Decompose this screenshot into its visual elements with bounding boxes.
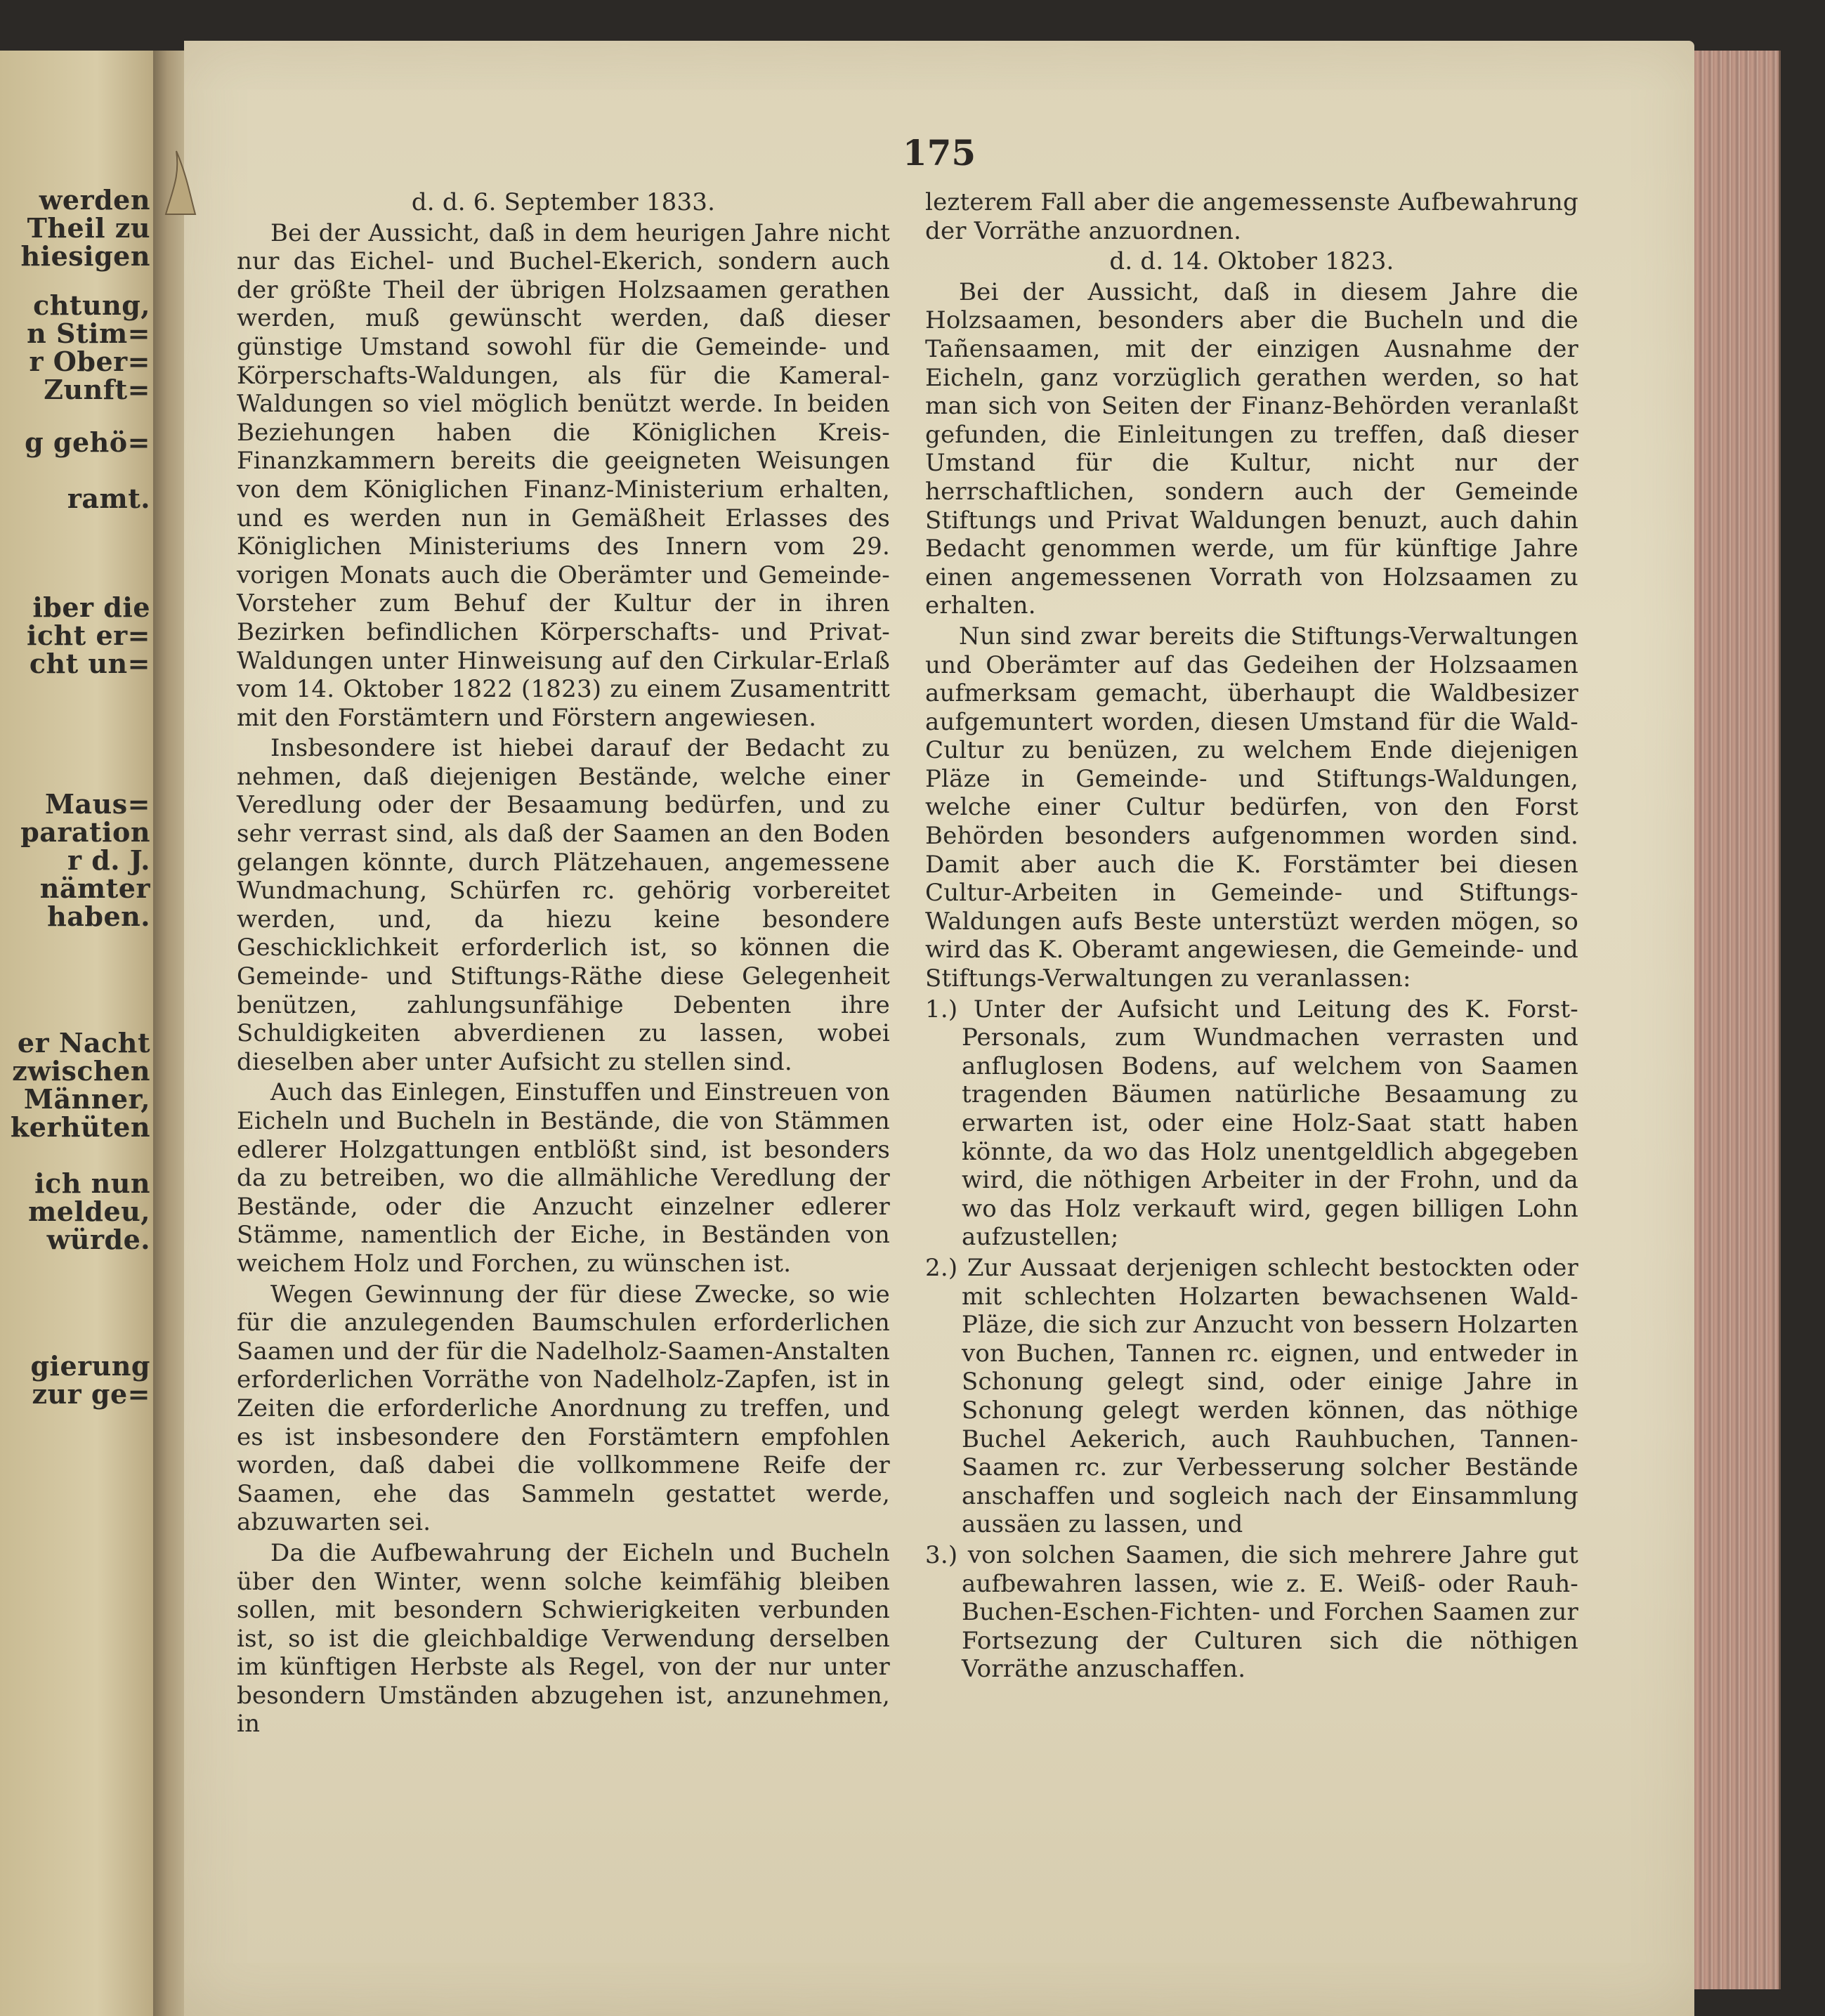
paragraph: Bei der Aussicht, daß in diesem Jahre die Holzsaamen, besonders aber die Bucheln und die Tañensaamen, mit der einzigen Ausnahme der Eicheln, ganz vorzüglich gerathen werden, so hat man sich von Seiten der Finanz-Behörden veranlaßt gefunden, die Einleitungen zu treffen, daß dieser Umstand für die Kultur, nicht nur der herrschaftlichen, sondern auch der Gemeinde Stiftungs und Privat Waldungen benuzt, auch dahin Bedacht genommen werde, um für künftige Jahre einen angemessenen Vorrath von Holzsaamen zu erhalten.	[925, 277, 1578, 620]
previous-page-fragment: r Ober=	[29, 346, 150, 377]
page-number: 175	[902, 132, 976, 174]
previous-page-fragment: icht er=	[26, 620, 150, 651]
previous-page-edge	[0, 51, 162, 2016]
previous-page-fragment: iber die	[32, 591, 150, 623]
right-column	[925, 188, 1578, 1686]
paragraph: Da die Aufbewahrung der Eicheln und Bucheln über den Winter, wenn solche keimfähig bleiben sollen, mit besondern Schwierigkeiten verbunden ist, so ist die gleichbaldige Verwendung derselben im künftigen Herbste als Regel, von der nur unter besondern Umständen abzugehen ist, anzunehmen, in	[237, 1538, 890, 1739]
previous-page-fragment: ich nun	[34, 1167, 150, 1199]
previous-page-fragment: er Nacht	[17, 1027, 150, 1059]
previous-page-fragment: zwischen	[12, 1055, 150, 1087]
paper-tear-mark	[159, 148, 201, 218]
previous-page-fragment: r d. J.	[67, 844, 150, 876]
previous-page-fragment: g gehö=	[25, 426, 150, 458]
previous-page-fragment: cht un=	[29, 648, 150, 679]
previous-page-fragment: chtung,	[33, 289, 150, 321]
paragraph: Bei der Aussicht, daß in dem heurigen Jahre nicht nur das Eichel- und Buchel-Ekerich, sondern auch der größte Theil der übrigen Holzsaamen gerathen werden, muß gewünscht werden, daß dieser günstige Umstand sowohl für die Gemeinde- und Körperschafts-Waldungen, als für die Kameral-Waldungen so viel möglich benützt werde. In beiden Beziehungen haben die Königlichen Kreis-Finanzkammern bereits die geeigneten Weisungen von dem Königlichen Finanz-Ministerium erhalten, und es werden nun in Gemäßheit Erlasses des Königlichen Ministeriums des Innern vom 29. vorigen Monats auch die Oberämter und Gemeinde-Vorsteher zum Behuf der Kultur der in ihren Bezirken befindlichen Körperschafts- und Privat-Waldungen unter Hinweisung auf den Cirkular-Erlaß vom 14. Oktober 1822 (1823) zu einem Zusamentritt mit den Forstämtern und Förstern angewiesen.	[237, 218, 890, 732]
previous-page-fragment: meldeu,	[28, 1196, 150, 1227]
previous-page-fragment: würde.	[46, 1224, 150, 1255]
left-column	[237, 188, 890, 1741]
previous-page-fragment: zur ge=	[32, 1378, 150, 1410]
previous-page-fragment: gierung	[30, 1350, 150, 1382]
page	[184, 41, 1694, 2016]
previous-page-fragment: paration	[20, 816, 150, 848]
numbered-item: 2.) Zur Aussaat derjenigen schlecht bestockten oder mit schlechten Holzarten bewachsenen Wald-Pläze, die sich zur Anzucht von bessern Holzarten von Buchen, Tannen rc. eignen, und entweder in Schonung gelegt sind, oder einige Jahre in Schonung gelegt werden können, das nöthige Buchel Aekerich, auch Rauhbuchen, Tannen-Saamen rc. zur Verbesserung solcher Bestände anschaffen und sogleich nach der Einsammlung aussäen zu lassen, und	[925, 1253, 1578, 1539]
paragraph: Insbesondere ist hiebei darauf der Bedacht zu nehmen, daß diejenigen Bestände, welche einer Veredlung oder der Besaamung bedürfen, und zu sehr verrast sind, als daß der Saamen an den Boden gelangen könnte, durch Plätzehauen, angemessene Wundmachung, Schürfen rc. gehörig vorbereitet werden, und, da hiezu keine besondere Geschicklichkeit erforderlich ist, so können die Gemeinde- und Stiftungs-Räthe diese Gelegenheit benützen, zahlungsunfähige Debenten ihre Schuldigkeiten abverdienen zu lassen, wobei dieselben aber unter Aufsicht zu stellen sind.	[237, 734, 890, 1076]
previous-page-fragment: hiesigen	[20, 240, 150, 272]
previous-page-fragment: n Stim=	[27, 318, 150, 349]
paragraph: Auch das Einlegen, Einstuffen und Einstreuen von Eicheln und Bucheln in Bestände, die von Stämmen edlerer Holzgattungen entblößt sind, ist besonders da zu betreiben, wo die allmähliche Veredlung der Bestände, oder die Anzucht einzelner edlerer Stämme, namentlich der Eiche, in Beständen von weichem Holz und Forchen, zu wünschen ist.	[237, 1078, 890, 1278]
numbered-item: 1.) Unter der Aufsicht und Leitung des K. Forst-Personals, zum Wundmachen verrasten und anfluglosen Bodens, auf welchem von Saamen tragenden Bäumen natürliche Besaamung zu erwarten ist, oder eine Holz-Saat statt haben könnte, da wo das Holz unentgeldlich abgegeben wird, die nöthigen Arbeiter in der Frohn, und da wo das Holz verkauft wird, gegen billigen Lohn aufzustellen;	[925, 995, 1578, 1252]
previous-page-fragment: Zunft=	[44, 374, 150, 405]
previous-page-fragment: Theil zu	[27, 212, 150, 244]
previous-page-fragment: Männer,	[23, 1083, 150, 1115]
previous-page-fragment: kerhüten	[10, 1111, 150, 1143]
previous-page-fragment: nämter	[39, 872, 150, 904]
previous-page-fragment: haben.	[47, 901, 150, 932]
page-block-edge	[1694, 51, 1781, 1989]
previous-page-fragment: ramt.	[67, 483, 150, 514]
numbered-item: 3.) von solchen Saamen, die sich mehrere Jahre gut aufbewahren lassen, wie z. E. Weiß- oder Rauh-Buchen-Eschen-Fichten- und Forchen Saamen zur Fortsezung der Culturen sich die nöthigen Vorräthe anzuschaffen.	[925, 1540, 1578, 1684]
previous-page-fragment: Maus=	[44, 788, 150, 820]
date-heading: d. d. 6. September 1833.	[411, 188, 716, 216]
previous-page-fragment: werden	[39, 184, 150, 216]
paragraph-continuation: lezterem Fall aber die angemessenste Aufbewahrung der Vorräthe anzuordnen.	[925, 188, 1578, 245]
paragraph: Nun sind zwar bereits die Stiftungs-Verwaltungen und Oberämter auf das Gedeihen der Holzsaamen aufmerksam gemacht, überhaupt die Waldbesizer aufgemuntert worden, diesen Umstand für die Wald-Cultur zu benüzen, zu welchem Ende diejenigen Pläze in Gemeinde- und Stiftungs-Waldungen, welche einer Cultur bedürfen, von den Forst Behörden besonders aufgenommen worden sind. Damit aber auch die K. Forstämter bei diesen Cultur-Arbeiten in Gemeinde- und Stiftungs-Waldungen aufs Beste unterstüzt werden mögen, so wird das K. Oberamt angewiesen, die Gemeinde- und Stiftungs-Verwaltungen zu veranlassen:	[925, 622, 1578, 993]
paragraph: Wegen Gewinnung der für diese Zwecke, so wie für die anzulegenden Baumschulen erforderlichen Saamen und der für die Nadelholz-Saamen-Anstalten erforderlichen Vorräthe von Nadelholz-Zapfen, ist in Zeiten die erforderliche Anordnung zu treffen, und es ist insbesondere den Forstämtern empfohlen worden, daß dabei die vollkommene Reife der Saamen, ehe das Sammeln gestattet werde, abzuwarten sei.	[237, 1280, 890, 1537]
date-heading: d. d. 14. Oktober 1823.	[1109, 247, 1394, 276]
